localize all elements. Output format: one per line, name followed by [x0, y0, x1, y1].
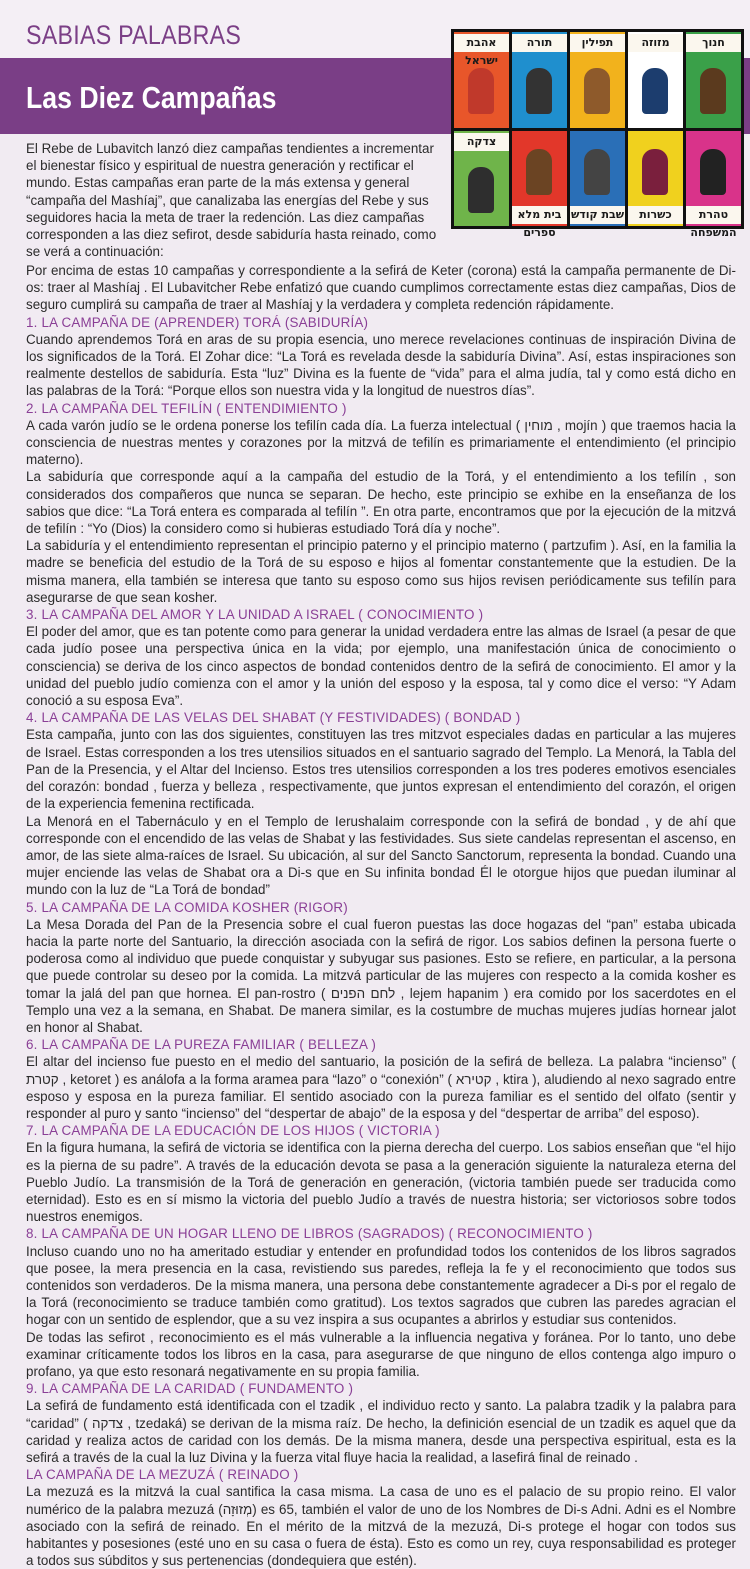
body-paragraph: La Mesa Dorada del Pan de la Presencia sobre el cual fueron puestas las doce hogazas del “pan” estaba ubicada hacia la parte norte del Santuario, la dirección asociada con la sefirá de rigor. Los sabios definen la persona fuerte o poderosa como al individuo que puede conquistar y subyugar sus pasiones. Esto se refiere, en particular, a la persona que puede controlar su deseo por la comida. La mitzvá particular de las mujeres con respecto a la comida kosher es tomar la jalá del pan que hornea. El pan-rostro ( לחם הפנים , lejem hapanim ) era comido por los sacerdotes en el Templo una vez a la semana, en Shabat. De manera similar, es la costumbre de muchas mujeres judías hornear jalot en honor al Shabat. — [26, 916, 737, 1035]
body-paragraph: La sefirá de fundamento está identificada con el tzadik , el individuo recto y santo. La palabra tzadik y la palabra para “caridad” ( צדקה , tzedaká) se derivan de la misma raíz. De hecho, la definición esencial de un tzadik es aquel que da caridad y realiza actos de caridad con los demás. De la misma manera, desde una perspectiva espiritual, esta es la sefirá a través de la cual la luz Divina y la fuerza vital fluye hacia la realidad, a lasefirá final de reinado . — [26, 1398, 736, 1466]
tile-figure-icon — [642, 149, 668, 195]
campaigns-illustration — [451, 29, 744, 239]
tile-label: טהרת המשפחה — [686, 206, 741, 224]
tile-figure-icon — [526, 149, 552, 195]
campaign-heading: 6. LA CAMPAÑA DE LA PUREZA FAMILIAR ( BELLEZA ) — [26, 1037, 376, 1053]
tile-label: כשרות — [628, 206, 683, 224]
campaign-tile — [686, 131, 741, 239]
body-paragraph: La sabiduría que corresponde aquí a la campaña del estudio de la Torá, y el entendimiento a los tefilín , son considerados dos compañeros que nunca se separan. De hecho, este principio se exhibe en la enseñanza de los sabios que dice: “La Torá entera es comparada al tefilín ”. En otra parte, encontramos que por la ejecución de la mitzvá de tefilín : “Yo (Dios) la considero como si hubieras estudiado Torá día y noche”. — [26, 469, 736, 537]
body-paragraph: El altar del incienso fue puesto en el medio del santuario, la posición de la sefirá de belleza. La palabra “incienso” ( קטרת , ketoret ) es análofa a la forma aramea para “lazo” o “conexión” ( קטירא , ktira ), aludiendo al nexo sagrado entre esposo y esposa en la pureza familiar. El sentido asociado con la pureza familiar es el sentido del olfato (sentir y responder al puro y santo “incienso” del “despertar de abajo” de la esposa y del “despertar de arriba” del esposo). — [26, 1054, 736, 1121]
campaign-tile — [628, 32, 683, 128]
body-paragraph: El poder del amor, que es tan potente como para generar la unidad verdadera entre las almas de Israel (a pesar de que cada judío posee una perspectiva única en la vida; por ejemplo, una manifestación única de conocimiento o consciencia) se deriva de los cinco aspectos de bondad contenidos dentro de la sefirá de conocimiento. El amor y la unidad del pueblo judío comienza con el amor y la unión del esposo y la esposa, tal y como dice el verso: “Y Adam conoció a su esposa Eva”. — [26, 624, 736, 709]
campaign-tile — [512, 32, 567, 128]
campaign-heading: 3. LA CAMPAÑA DEL AMOR Y LA UNIDAD A ISRAEL ( CONOCIMIENTO ) — [26, 607, 484, 623]
body-paragraph: Esta campaña, junto con las dos siguientes, constituyen las tres mitzvot especiales dadas en particular a las mujeres de Israel. Estas corresponden a los tres utensilios situados en el santuario sagrado del Templo. La Menorá, la Tabla del Pan de la Presencia, y el Altar del Incienso. Estos tres utensilios corresponden a los tres poderes emotivos esenciales del corazón: bondad , fuerza y belleza , respectivamente, que juntos expresan el entendimiento del corazón, el origen de la experiencia femenina rectificada. — [26, 727, 736, 812]
tile-label: בית מלא ספרים — [512, 206, 567, 224]
tile-figure-icon — [584, 149, 610, 195]
body-paragraph: Cuando aprendemos Torá en aras de su propia esencia, uno merece revelaciones continuas de inspiración Divina de los significados de la Torá. El Zohar dice: “La Torá es revelada desde la sabiduría Divina”. Así, estas inspiraciones son realmente destellos de sabiduría. Esta “luz” Divina es la fuente de “vida” para el alma judía, tal y como está dicho en las palabras de la Torá: “Porque ellos son nuestra vida y la longitud de nuestros días”. — [26, 331, 736, 399]
article-body — [26, 245, 736, 1569]
body-paragraph: A cada varón judío se le ordena ponerse los tefilín cada día. La fuerza intelectual ( מוחין , mojín ) que traemos hacia la consciencia de nuestras mentes y corazones por la mitzvá de tefilín es primariamente el entendimiento (el principio materno). — [26, 417, 736, 468]
tile-figure-icon — [584, 68, 610, 114]
tile-label: תורה — [512, 34, 567, 52]
body-paragraph: En la figura humana, la sefirá de victoria se identifica con la pierna derecha del cuerpo. Los sabios enseñan que “el hijo es la pierna de su padre”. A través de la educación devota se pasa a la generación siguiente la naturaleza eterna del Pueblo Judío. La transmisión de la Torá de generación en generación, (victoria también puede ser traducida como eternidad). Esto es en sí mismo la victoria del pueblo Judío a través de nuestra historia; ser victoriosos sobre todos nuestros enemigos. — [26, 1140, 736, 1225]
tile-label: אהבת ישראל — [454, 34, 509, 52]
campaign-heading: LA CAMPAÑA DE LA MEZUZÁ ( REINADO ) — [26, 1467, 299, 1483]
body-paragraph: La mezuzá es la mitzvá la cual santifica la casa misma. La casa de uno es el palacio de su propio reino. El valor numérico de la palabra mezuzá (מְזוּזָה) es 65, también el valor de uno de los Nombres de Di-s Adni. Adni es el Nombre asociado con la sefirá de reinado. En el mérito de la mitzvá de la mezuzá, Di-s protege el hogar con todos sus habitantes y posesiones (esté uno en su casa o fuera de ésta). Esto es como un rey, cuya responsabilidad es proteger a todos sus súbditos y sus pertenencias (dondequiera que estén). — [26, 1484, 736, 1569]
body-paragraph: La Menorá en el Tabernáculo y en el Templo de Ierushalaim corresponde con la sefirá de bondad , y de ahí que corresponde con el encendido de las velas de Shabat y las festividades. Sus siete candelas representan el ascenso, en amor, de las siete alma-raíces de Israel. Su ubicación, al sur del Sancto Sanctorum, representa la bondad. Cuando una mujer enciende las velas de Shabat ora a Di-s que en Su infinita bondad Él le otorgue hijos que puedan iluminar al mundo con la luz de “La Torá de bondad” — [26, 813, 736, 898]
campaign-heading: 7. LA CAMPAÑA DE LA EDUCACIÓN DE LOS HIJOS ( VICTORIA ) — [26, 1123, 440, 1139]
tile-label: צדקה — [454, 133, 509, 151]
body-paragraph: Incluso cuando uno no ha ameritado estudiar y entender en profundidad todos los contenidos de los libros sagrados que posee, la mera presencia en la casa, revistiendo sus paredes, refleja la fe y el reconocimiento que todos sus contenidos son verdaderos. De la misma manera, una persona debe constantemente agradecer a Di-s por el regalo de la Torá (reconocimiento se traduce también como gratitud). Los textos sagrados que cubren las paredes agracian el hogar con un sentido de esplendor, que a su vez inspira a sus ocupantes a abrirlos y estudiar sus contenidos. — [26, 1243, 736, 1328]
body-paragraph: De todas las sefirot , reconocimiento es el más vulnerable a la influencia negativa y foránea. Por lo tanto, uno debe examinar críticamente todos los libros en la casa, para asegurarse de que ninguno de ellos contenga algo impuro o profano, ya que esto resonará negativamente en su propia familia. — [26, 1329, 736, 1379]
intro-paragraph: El Rebe de Lubavitch lanzó diez campañas tendientes a incrementar el bienestar físico y espiritual de nuestra generación y rectificar el mundo. Estas campañas eran parte de la más extensa y general “campaña del Mashíaj”, que canalizaba las energías del Rebe y sus seguidores hacia la meta de traer la redención. Las diez campañas corresponden a las diez sefirot, desde sabiduría hasta reinado, como se verá a continuación: — [26, 141, 437, 260]
tile-figure-icon — [468, 68, 494, 114]
campaign-heading: 5. LA CAMPAÑA DE LA COMIDA KOSHER (RIGOR) — [26, 899, 348, 915]
campaign-tile — [454, 131, 509, 227]
page-title: Las Diez Campañas — [26, 80, 277, 115]
campaign-heading: 8. LA CAMPAÑA DE UN HOGAR LLENO DE LIBROS (SAGRADOS) ( RECONOCIMIENTO ) — [26, 1226, 593, 1242]
campaign-tile — [454, 32, 509, 128]
tile-label: חנוך — [686, 34, 741, 52]
tile-label: מזוזה — [628, 34, 683, 52]
campaign-tile — [628, 131, 683, 227]
tile-figure-icon — [468, 167, 494, 213]
campaign-heading: 1. LA CAMPAÑA DE (APRENDER) TORÁ (SABIDURÍA) — [26, 314, 369, 330]
tile-figure-icon — [526, 68, 552, 114]
campaign-heading: 9. LA CAMPAÑA DE LA CARIDAD ( FUNDAMENTO ) — [26, 1381, 354, 1397]
tile-figure-icon — [642, 68, 668, 114]
campaign-tile — [570, 32, 625, 128]
body-paragraph: Por encima de estas 10 campañas y correspondiente a la sefirá de Keter (corona) está la campaña permanente de Di-os: traer al Mashíaj . El Lubavitcher Rebe enfatizó que cuando cumplimos correctamente estas diez campañas, Dios de seguro cumplirá su campaña de traer al Mashíaj y la verdadera y completa redención rápidamente. — [26, 263, 736, 313]
tile-label: תפילין — [570, 34, 625, 52]
section-label: SABIAS PALABRAS — [26, 20, 242, 50]
body-paragraph: La sabiduría y el entendimiento representan el principio paterno y el principio materno ( partzufim ). Así, en la familia la madre se beneficia del estudio de la Torá de su esposo e hijos al fomentar constantemente que la estudien. De la misma manera, ella también se interesa que tanto su esposo como sus hijos revisen periódicamente sus tefilín para asegurarse de que sean kosher. — [26, 538, 736, 605]
campaign-tile — [686, 32, 741, 128]
tile-figure-icon — [700, 68, 726, 114]
campaign-heading: 4. LA CAMPAÑA DE LAS VELAS DEL SHABAT (Y FESTIVIDADES) ( BONDAD ) — [26, 710, 521, 726]
campaign-tile — [512, 131, 567, 239]
tile-label: שבת קודש — [570, 206, 625, 224]
campaign-heading: 2. LA CAMPAÑA DEL TEFILÍN ( ENTENDIMIENTO ) — [26, 400, 347, 416]
tile-figure-icon — [700, 149, 726, 195]
campaign-tile — [570, 131, 625, 227]
